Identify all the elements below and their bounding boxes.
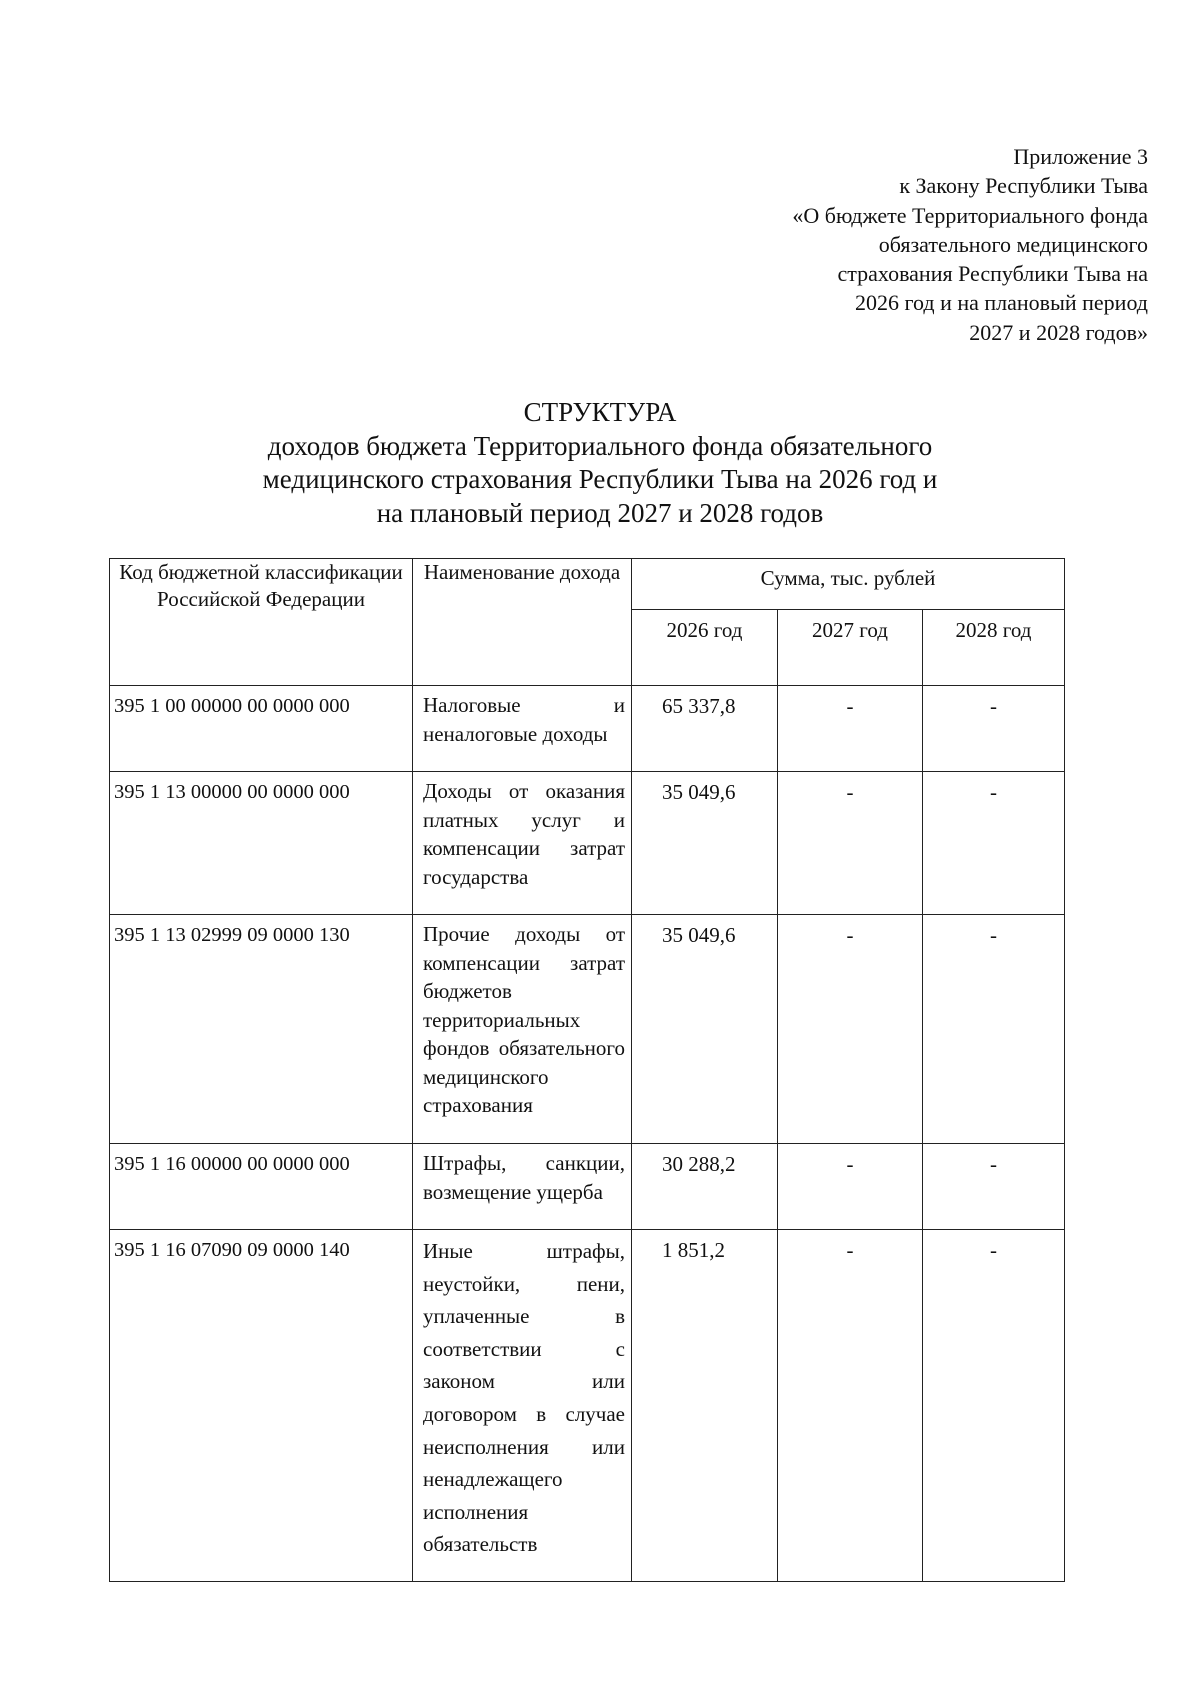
appendix-reference bbox=[628, 142, 1148, 347]
row-amount-2026: 1 851,2 bbox=[632, 1230, 778, 1582]
row-amount-2028: - bbox=[923, 1144, 1065, 1230]
row-amount-2027: - bbox=[778, 686, 923, 772]
table-row bbox=[110, 686, 1065, 772]
appendix-line: «О бюджете Территориального фонда bbox=[792, 202, 1148, 228]
table-header-row bbox=[110, 559, 1065, 610]
row-name: Штрафы, санкции, возмещение ущерба bbox=[413, 1144, 632, 1230]
header-code: Код бюджетной классификации Российской Федерации bbox=[110, 559, 413, 686]
row-code: 395 1 16 00000 00 0000 000 bbox=[110, 1144, 413, 1230]
table-row bbox=[110, 1230, 1065, 1582]
appendix-line: обязательного медицинского bbox=[878, 231, 1148, 257]
header-year-2028: 2028 год bbox=[923, 610, 1065, 686]
row-code: 395 1 16 07090 09 0000 140 bbox=[110, 1230, 413, 1582]
row-name: Иные штрафы, неустойки, пени, уплаченные в соответствии с законом или договором в случае неисполнения или ненадлежащего исполнения обязательств bbox=[413, 1230, 632, 1582]
row-amount-2027: - bbox=[778, 1144, 923, 1230]
row-amount-2027: - bbox=[778, 915, 923, 1144]
appendix-line: Приложение 3 bbox=[1013, 144, 1148, 169]
row-amount-2028: - bbox=[923, 1230, 1065, 1582]
title-heading: СТРУКТУРА bbox=[523, 397, 677, 427]
title-line: медицинского страхования Республики Тыва на 2026 год и bbox=[262, 464, 938, 494]
row-amount-2026: 35 049,6 bbox=[632, 772, 778, 915]
row-amount-2027: - bbox=[778, 1230, 923, 1582]
header-year-2027: 2027 год bbox=[778, 610, 923, 686]
row-code: 395 1 13 00000 00 0000 000 bbox=[110, 772, 413, 915]
row-amount-2026: 35 049,6 bbox=[632, 915, 778, 1144]
title-line: доходов бюджета Территориального фонда обязательного bbox=[267, 430, 933, 461]
appendix-line: 2027 и 2028 годов» bbox=[969, 319, 1148, 345]
table-row bbox=[110, 772, 1065, 915]
header-name: Наименование дохода bbox=[413, 559, 632, 686]
row-name: Доходы от оказания платных услуг и компенсации затрат государства bbox=[413, 772, 632, 915]
row-name: Налоговые и неналоговые доходы bbox=[413, 686, 632, 772]
document-title bbox=[150, 396, 1050, 530]
header-year-2026: 2026 год bbox=[632, 610, 778, 686]
appendix-line: к Закону Республики Тыва bbox=[899, 173, 1148, 199]
row-code: 395 1 00 00000 00 0000 000 bbox=[110, 686, 413, 772]
row-amount-2028: - bbox=[923, 772, 1065, 915]
appendix-line: 2026 год и на плановый период bbox=[855, 290, 1148, 316]
title-line: на плановый период 2027 и 2028 годов bbox=[376, 497, 824, 528]
row-amount-2027: - bbox=[778, 772, 923, 915]
table-row bbox=[110, 915, 1065, 1144]
row-amount-2028: - bbox=[923, 915, 1065, 1144]
row-amount-2028: - bbox=[923, 686, 1065, 772]
row-amount-2026: 30 288,2 bbox=[632, 1144, 778, 1230]
header-sum: Сумма, тыс. рублей bbox=[632, 559, 1065, 610]
income-structure-table bbox=[109, 558, 1065, 1582]
row-amount-2026: 65 337,8 bbox=[632, 686, 778, 772]
appendix-line: страхования Республики Тыва на bbox=[837, 261, 1148, 287]
table-row bbox=[110, 1144, 1065, 1230]
row-code: 395 1 13 02999 09 0000 130 bbox=[110, 915, 413, 1144]
row-name: Прочие доходы от компенсации затрат бюджетов территориальных фондов обязательного медицинского страхования bbox=[413, 915, 632, 1144]
